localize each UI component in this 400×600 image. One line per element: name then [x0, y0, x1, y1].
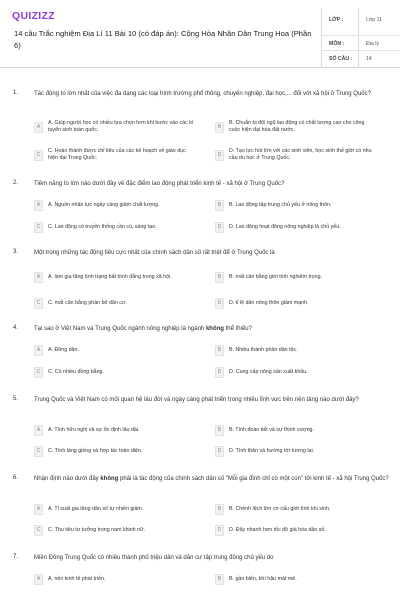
- option-text: C. Tính láng giềng và hợp tác toàn diện.: [48, 447, 143, 454]
- question-number: 2.: [13, 180, 19, 186]
- worksheet-title: 14 câu Trắc nghiệm Địa Lí 11 Bài 10 (có đáp án): Cộng Hòa Nhân Dân Trung Hoa (Phần 6): [14, 29, 312, 50]
- option-c[interactable]: [34, 521, 196, 539]
- option-c[interactable]: [34, 145, 196, 165]
- option-letter-badge: A: [34, 200, 43, 211]
- option-text: D. Tình thân và hướng tới tương lai.: [229, 447, 315, 454]
- option-text: B. gần biển, khí hậu mát mẻ.: [229, 575, 297, 582]
- option-text: B. Chuẩn bị đội ngũ lao động có chất lượng cao cho công cuộc hiện đại hóa đất nước.: [229, 120, 365, 133]
- question-number: 3.: [13, 249, 19, 255]
- option-c[interactable]: [34, 294, 196, 312]
- option-a[interactable]: [34, 500, 196, 518]
- meta-row-divider: [322, 35, 400, 36]
- worksheet-meta: [321, 8, 400, 68]
- question-text: Miền Đông Trung Quốc có nhiều thành phố triệu dân và dân cư tập trung đông chủ yếu do: [34, 555, 274, 561]
- option-text: A. Đông dân.: [48, 346, 79, 353]
- option-c[interactable]: [34, 363, 196, 381]
- option-text: D. Lao động hoạt động nông nghiệp là chủ yếu.: [229, 223, 341, 230]
- option-letter-badge: B: [215, 200, 224, 211]
- option-text: D. tỉ lệ dân nông thôn giảm mạnh.: [229, 299, 309, 306]
- option-letter-badge: D: [215, 525, 224, 536]
- option-letter-badge: C: [34, 367, 43, 378]
- meta-subject-label: MÔN :: [329, 41, 345, 47]
- meta-count-label: SỐ CÂU :: [329, 56, 353, 62]
- option-c[interactable]: [34, 218, 196, 236]
- option-letter-badge: C: [34, 150, 43, 161]
- option-text: C. Thu tiêu tư tưởng trọng nam khinh nữ.: [48, 526, 146, 533]
- option-text: C. Lao động có truyền thống cần cù, sáng tạo.: [48, 223, 157, 230]
- option-text: D. Tạo lực hút lớn với các sinh viên, học sinh thế giới có nhu cầu du học ở Trung Quốc.: [229, 148, 372, 161]
- question-text-part: Tại sao ở Việt Nam và Trung Quốc ngành nông nghiệp là ngành: [34, 326, 206, 332]
- option-letter-badge: A: [34, 272, 43, 283]
- option-text: C. mất cân bằng phân bố dân cư.: [48, 299, 127, 306]
- option-letter-badge: A: [34, 122, 43, 133]
- option-c[interactable]: [34, 442, 196, 460]
- question-text: Trung Quốc và Việt Nam có mối quan hệ lâu đời và ngày càng phát triển trong nhiều lĩnh vực trên nền tảng nào dưới đây?: [34, 397, 359, 403]
- question-number: 5.: [13, 396, 19, 402]
- option-d[interactable]: [215, 521, 377, 539]
- option-d[interactable]: [215, 363, 377, 381]
- option-text: B. Lao động tập trung chủ yếu ở nông thôn.: [229, 201, 332, 208]
- question-emphasis: không: [100, 476, 119, 482]
- option-b[interactable]: [215, 341, 377, 359]
- option-text: A. Giúp người học có nhiều lựa chọn hơn khi bước vào các kì tuyển sinh toàn quốc.: [48, 120, 194, 133]
- option-letter-badge: D: [215, 298, 224, 309]
- option-letter-badge: B: [215, 122, 224, 133]
- question-text: Tác động to lớn nhất của việc đa dạng các loại hình trường phổ thông, chuyên nghiệp, đại học,... đối với xã hội ở Trung Quốc?: [34, 91, 371, 97]
- meta-grade-label: LỚP :: [329, 17, 344, 23]
- meta-subject-value: Địa lý: [366, 41, 379, 47]
- meta-count-value: 14: [366, 56, 372, 62]
- worksheet-header: [0, 0, 400, 68]
- option-d[interactable]: [215, 145, 377, 165]
- question-text: [34, 475, 389, 484]
- option-d[interactable]: [215, 442, 377, 460]
- question-number: 1.: [13, 90, 19, 96]
- option-text: B. Nhiều thành phần dân tộc.: [229, 346, 298, 353]
- option-text: A. Tình hữu nghị và sự ổn định lâu dài.: [48, 426, 140, 433]
- option-letter-badge: D: [215, 446, 224, 457]
- option-text: A. nền kinh tế phát triển.: [48, 575, 106, 582]
- option-a[interactable]: [34, 267, 196, 287]
- question-emphasis: không: [205, 326, 224, 332]
- question-text: Một trong những tác động tiêu cực nhất của chính sách dân số rất triệt để ở Trung Quốc là: [34, 250, 275, 256]
- option-b[interactable]: [215, 570, 377, 588]
- option-letter-badge: C: [34, 446, 43, 457]
- option-letter-badge: B: [215, 574, 224, 585]
- option-text: B. Chênh lệch lớn cơ cấu giới tính khi sinh.: [229, 505, 331, 512]
- meta-divider: [358, 8, 359, 68]
- question-text-part: phải là tác động của chính sách dân số "Mỗi gia đình chỉ có một con" tới kinh tế - xã hội Trung Quốc?: [118, 476, 389, 482]
- option-letter-badge: D: [215, 222, 224, 233]
- option-letter-badge: B: [215, 504, 224, 515]
- option-b[interactable]: [215, 117, 377, 137]
- meta-grade-value: Lớp 11: [366, 17, 382, 23]
- option-b[interactable]: [215, 267, 377, 287]
- option-a[interactable]: [34, 570, 196, 588]
- option-a[interactable]: [34, 341, 196, 359]
- question-number: 4.: [13, 325, 19, 331]
- question-text-part: Nhận định nào dưới đây: [34, 476, 101, 482]
- option-d[interactable]: [215, 218, 377, 236]
- option-letter-badge: A: [34, 425, 43, 436]
- option-letter-badge: B: [215, 272, 224, 283]
- option-a[interactable]: [34, 196, 196, 214]
- meta-row-divider: [322, 50, 400, 51]
- option-text: D. Cung cấp nông sản xuất khẩu.: [229, 368, 308, 375]
- question-text: Tiềm năng to lớn nào dưới đây về đặc điểm lao động phát triển kinh tế - xã hội ở Trung Quốc?: [34, 181, 285, 187]
- option-text: A. Tỉ suất gia tăng dân số tự nhiên giảm.: [48, 505, 144, 512]
- question-number: 6.: [13, 475, 19, 481]
- option-text: B. mất cân bằng giới tính nghiêm trọng.: [229, 273, 322, 280]
- option-letter-badge: D: [215, 150, 224, 161]
- option-letter-badge: B: [215, 425, 224, 436]
- question-number: 7.: [13, 554, 19, 560]
- question-text: [34, 325, 389, 334]
- option-b[interactable]: [215, 421, 377, 439]
- quizizz-logo: QUIZIZZ: [12, 10, 55, 22]
- option-letter-badge: A: [34, 345, 43, 356]
- option-b[interactable]: [215, 196, 377, 214]
- option-text: B. Tình đoàn kết và sự thịnh vượng.: [229, 426, 314, 433]
- option-letter-badge: C: [34, 525, 43, 536]
- option-letter-badge: D: [215, 367, 224, 378]
- option-text: A. Nguồn nhân lực ngày càng giảm chất lượng.: [48, 201, 160, 208]
- option-d[interactable]: [215, 294, 377, 312]
- option-letter-badge: A: [34, 574, 43, 585]
- option-letter-badge: C: [34, 298, 43, 309]
- question-text-part: thể thiếu?: [223, 326, 252, 332]
- option-letter-badge: C: [34, 222, 43, 233]
- option-text: C. Hoàn thành được chỉ tiêu của các kế hoạch về giáo dục hiện đại Trung Quốc.: [48, 148, 186, 161]
- option-a[interactable]: [34, 117, 196, 137]
- option-text: A. làm gia tăng tình trạng bất bình đẳng trong xã hội.: [48, 273, 172, 280]
- option-letter-badge: A: [34, 504, 43, 515]
- option-a[interactable]: [34, 421, 196, 439]
- option-text: D. Đẩy nhanh hơn tốc độ già hóa dân số.: [229, 526, 326, 533]
- option-text: C. Có nhiều đồng bằng.: [48, 368, 104, 375]
- option-letter-badge: B: [215, 345, 224, 356]
- option-b[interactable]: [215, 500, 377, 518]
